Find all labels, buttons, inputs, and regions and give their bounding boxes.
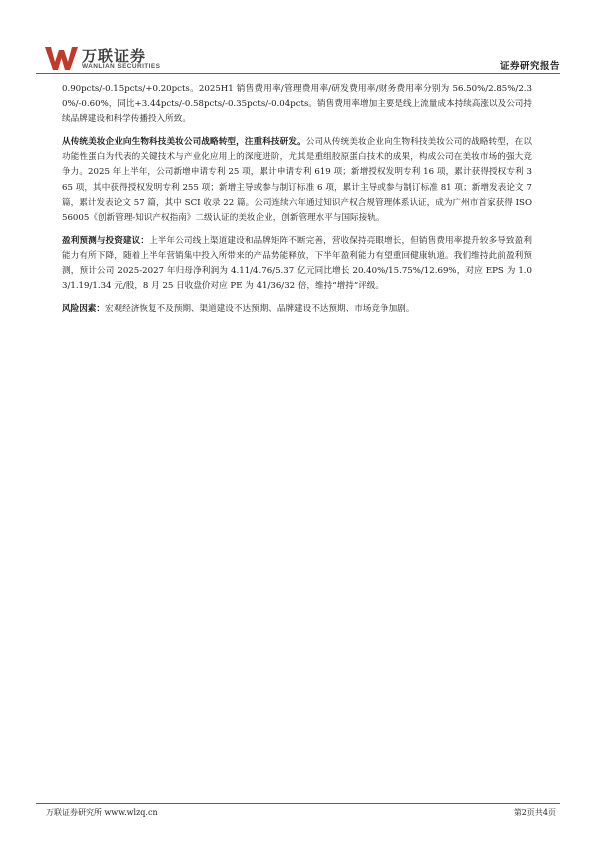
paragraph-forecast (62, 234, 532, 294)
paragraph-lead: 风险因素： (62, 304, 105, 315)
paragraph-risks (62, 302, 532, 317)
page-header (0, 0, 596, 84)
paragraph-text: 公司从传统美妆企业向生物科技美妆公司的战略转型，在以功能性蛋白为代表的关键技术与产业化应用上的深度进阶，尤其是重组胶原蛋白技术的成果，构成公司在美妆市场的强大竞争力。2025 年上半年，公司新增申请专利 25 项，累计申请专利 619 项；新增授权发明专利 16 项，累计获得授权专利 365 项，其中获得授权发明专利 255 项；新增主导或参与制订标准 6 项，累计主导或参与制订标准 81 项；新增发表论文 7 篇，累计发表论文 57 篇，其中 SCI 收录 22 篇。公司连续六年通过知识产权合规管理体系认证，成为广州市首家获得 ISO56005《创新管理-知识产权指南》二级认证的美妆企业，创新管理水平与国际接轨。 (62, 137, 532, 223)
paragraph-text: 上半年公司线上渠道建设和品牌矩阵不断完善，营收保持亮眼增长，但销售费用率提升较多导致盈利能力有所下降，随着上半年营销集中投入所带来的产品势能释放，下半年盈利能力有望重回健康轨道。我们维持此前盈利预测，预计公司 2025-2027 年归母净利润为 4.11/4.76/5.37 亿元同比增长 20.40%/15.75%/12.69%，对应 EPS 为 1.03/1.19/1.34 元/股，8 月 25 日收盘价对应 PE 为 41/36/32 倍，维持“增持”评级。 (62, 235, 532, 292)
paragraph-rd-strategy (62, 135, 532, 226)
paragraph-lead: 盈利预测与投资建议： (62, 235, 150, 246)
company-logo (44, 44, 174, 72)
header-divider (36, 73, 560, 74)
paragraph-expense-ratios (62, 82, 532, 127)
logo-english-name: WANLIAN SECURITIES (82, 63, 161, 70)
report-type-label: 证券研究报告 (499, 61, 560, 72)
report-body (62, 82, 532, 325)
paragraph-text: 宏观经济恢复不及预期、渠道建设不达预期、品牌建设不达预期、市场竞争加剧。 (104, 304, 415, 315)
wanlian-logo-icon (44, 44, 80, 72)
footer-source: 万联证券研究所 www.wlzq.cn (46, 808, 158, 817)
page-number: 第2页共4页 (513, 808, 556, 817)
paragraph-text: 0.90pcts/-0.15pcts/+0.20pcts。2025H1 销售费用率/管理费用率/研发费用率/财务费用率分别为 56.50%/2.85%/2.30%/-0.60%，同比+3.44pcts/-0.58pcts/-0.35pcts/-0.04pcts。销售费用率增加主要是线上流量成本持续高涨以及公司持续品牌建设和科学传播投入所致。 (62, 84, 532, 125)
footer-divider (36, 803, 560, 804)
paragraph-lead: 从传统美妆企业向生物科技美妆公司战略转型，注重科技研发。 (62, 137, 306, 148)
logo-chinese-name: 万联证券 (82, 47, 147, 65)
